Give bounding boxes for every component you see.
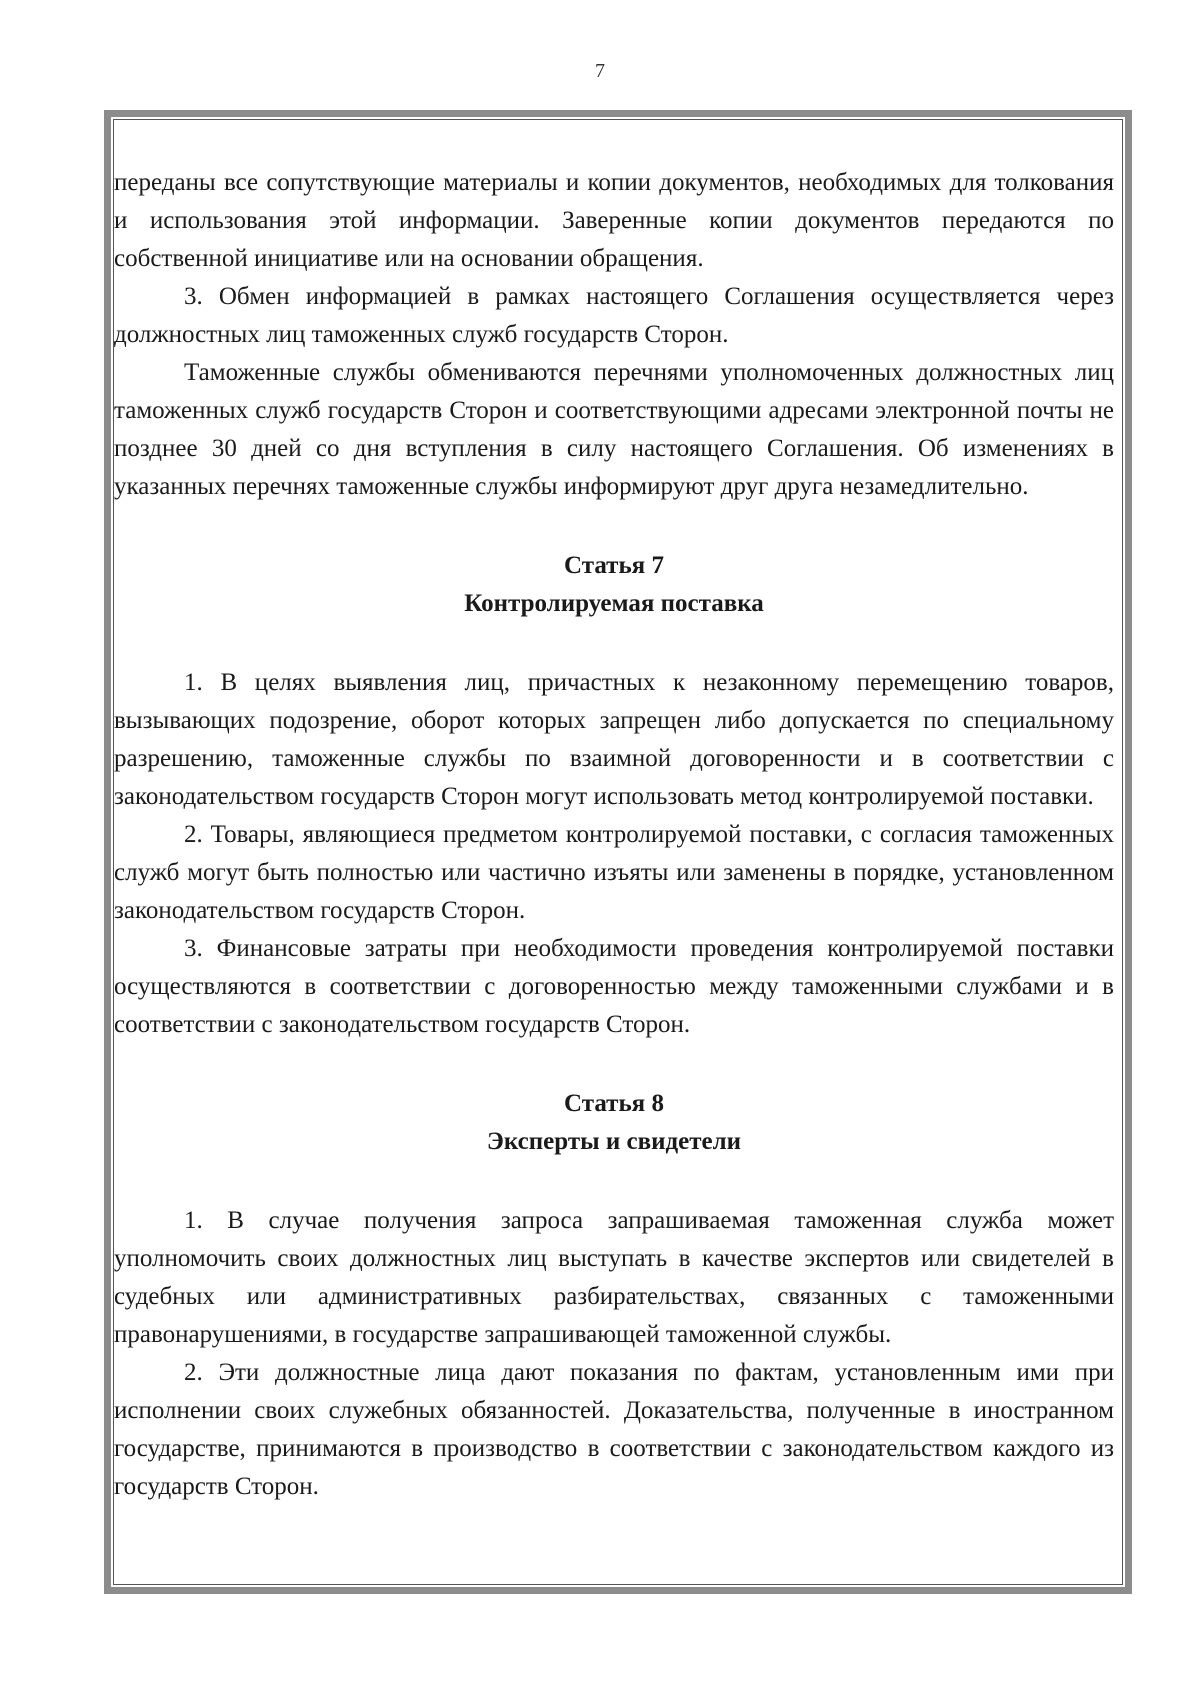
paragraph-officials-lists: Таможенные службы обмениваются перечнями уполномоченных должностных лиц таможенных служб государств Сторон и соответствующими адресами электронной почты не позднее 30 дней со дня вступления в силу настоящего Соглашения. Об изменениях в указанных перечнях таможенные службы информируют друг друга незамедлительно. xyxy=(114,359,1114,500)
article-7-paragraph: 2. Товары, являющиеся предметом контролируемой поставки, с согласия таможенных служб могут быть полностью или частично изъяты или заменены в порядке, установленном законодательством государств Сторон. xyxy=(114,821,1114,924)
paragraph-continuation: переданы все сопутствующие материалы и копии документов, необходимых для толкования и использования этой информации. Заверенные копии документов передаются по собственной инициативе или на основании обращения. xyxy=(114,169,1114,272)
document-body xyxy=(114,164,1114,1506)
article-8-title: Эксперты и свидетели xyxy=(486,1128,742,1155)
article-8-paragraph: 2. Эти должностные лица дают показания по фактам, установленным ими при исполнении своих служебных обязанностей. Доказательства, полученные в иностранном государстве, принимаются в производство в соответствии с законодательством каждого из государств Сторон. xyxy=(114,1359,1114,1500)
article-7-number: Статья 7 xyxy=(564,552,664,579)
article-7-paragraph: 3. Финансовые затраты при необходимости проведения контролируемой поставки осуществляются в соответствии с договоренностью между таможенными службами и в соответствии с законодательством государств Сторон. xyxy=(114,935,1114,1038)
page-number: 7 xyxy=(595,60,605,82)
article-8-number: Статья 8 xyxy=(564,1090,664,1117)
article-7-paragraph: 1. В целях выявления лиц, причастных к незаконному перемещению товаров, вызывающих подозрение, оборот которых запрещен либо допускается по специальному разрешению, таможенные службы по взаимной договоренности и в соответствии с законодательством государств Сторон могут использовать метод контролируемой поставки. xyxy=(114,669,1114,810)
paragraph-exchange: 3. Обмен информацией в рамках настоящего Соглашения осуществляется через должностных лиц таможенных служб государств Сторон. xyxy=(114,283,1114,348)
article-8-paragraph: 1. В случае получения запроса запрашиваемая таможенная служба может уполномочить своих должностных лиц выступать в качестве экспертов или свидетелей в судебных или административных разбирательствах, связанных с таможенными правонарушениями, в государстве запрашивающей таможенной службы. xyxy=(114,1207,1114,1348)
article-7-title: Контролируемая поставка xyxy=(464,590,764,617)
